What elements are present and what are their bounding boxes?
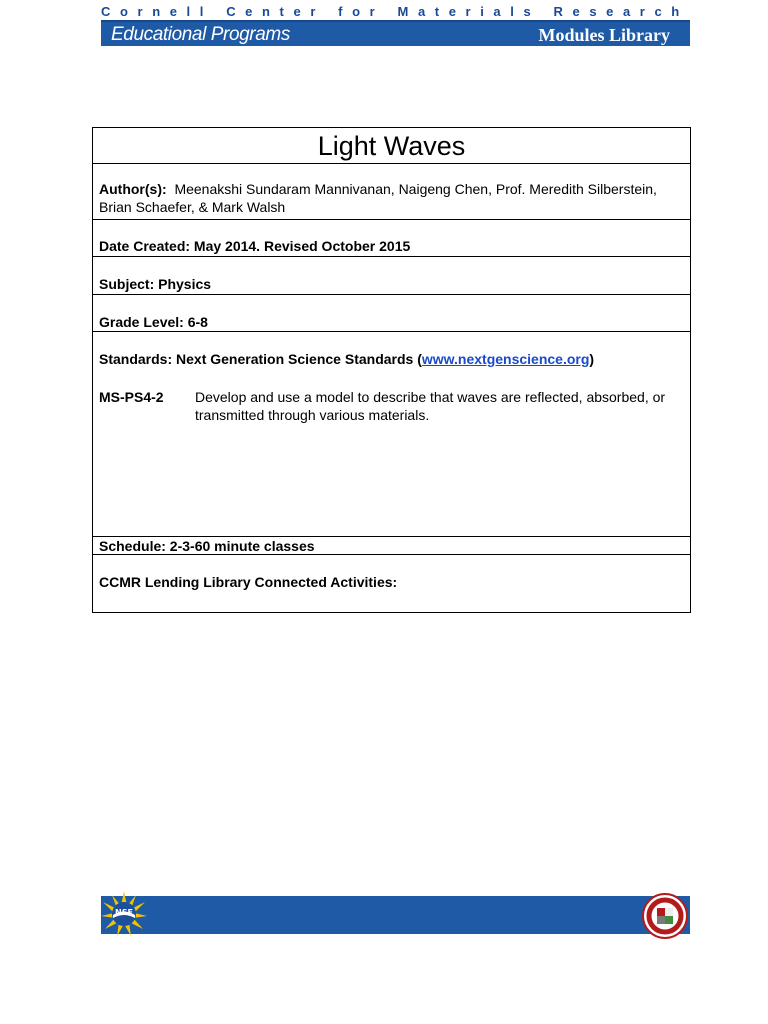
standard-item	[93, 388, 690, 424]
nsf-logo	[100, 890, 148, 938]
authors-cell	[93, 180, 690, 216]
program-name: Educational Programs	[111, 24, 290, 45]
subject: Subject: Physics	[99, 276, 212, 292]
authors-value: Meenakshi Sundaram Mannivanan, Naigeng Chen, Prof. Meredith Silberstein, Brian Schaefer, & Mark Walsh	[99, 181, 657, 215]
title-row	[93, 128, 690, 164]
authors-row	[93, 164, 690, 220]
library-name: Modules Library	[538, 25, 670, 45]
authors-label: Author(s):	[99, 181, 167, 197]
schedule-row	[93, 537, 690, 555]
schedule: Schedule: 2-3-60 minute classes	[99, 538, 315, 554]
connected-activities-row	[93, 555, 690, 612]
grade-level: Grade Level: 6-8	[99, 314, 208, 330]
date-row	[93, 220, 690, 257]
cornell-ccmr-logo	[642, 893, 688, 939]
date-created: Date Created: May 2014. Revised October 2015	[99, 238, 411, 254]
footer-bar	[101, 896, 690, 934]
subject-row	[93, 257, 690, 295]
standards-row	[93, 332, 690, 537]
standards-link[interactable]: www.nextgenscience.org	[421, 351, 590, 367]
svg-text:NSF: NSF	[115, 908, 133, 917]
standard-description: Develop and use a model to describe that waves are reflected, absorbed, or transmitted through various materials.	[195, 389, 666, 423]
standards-heading	[93, 350, 690, 368]
standard-code: MS-PS4-2	[99, 389, 164, 405]
page-title: Light Waves	[317, 131, 466, 161]
grade-row	[93, 295, 690, 332]
standards-close: )	[589, 351, 595, 367]
standards-label: Standards: Next Generation Science Standards (	[99, 351, 422, 367]
header-bar	[101, 20, 690, 46]
org-name-banner: Cornell Center for Materials Research	[101, 4, 689, 19]
module-info-table	[92, 127, 691, 613]
connected-activities: CCMR Lending Library Connected Activities:	[99, 574, 398, 590]
